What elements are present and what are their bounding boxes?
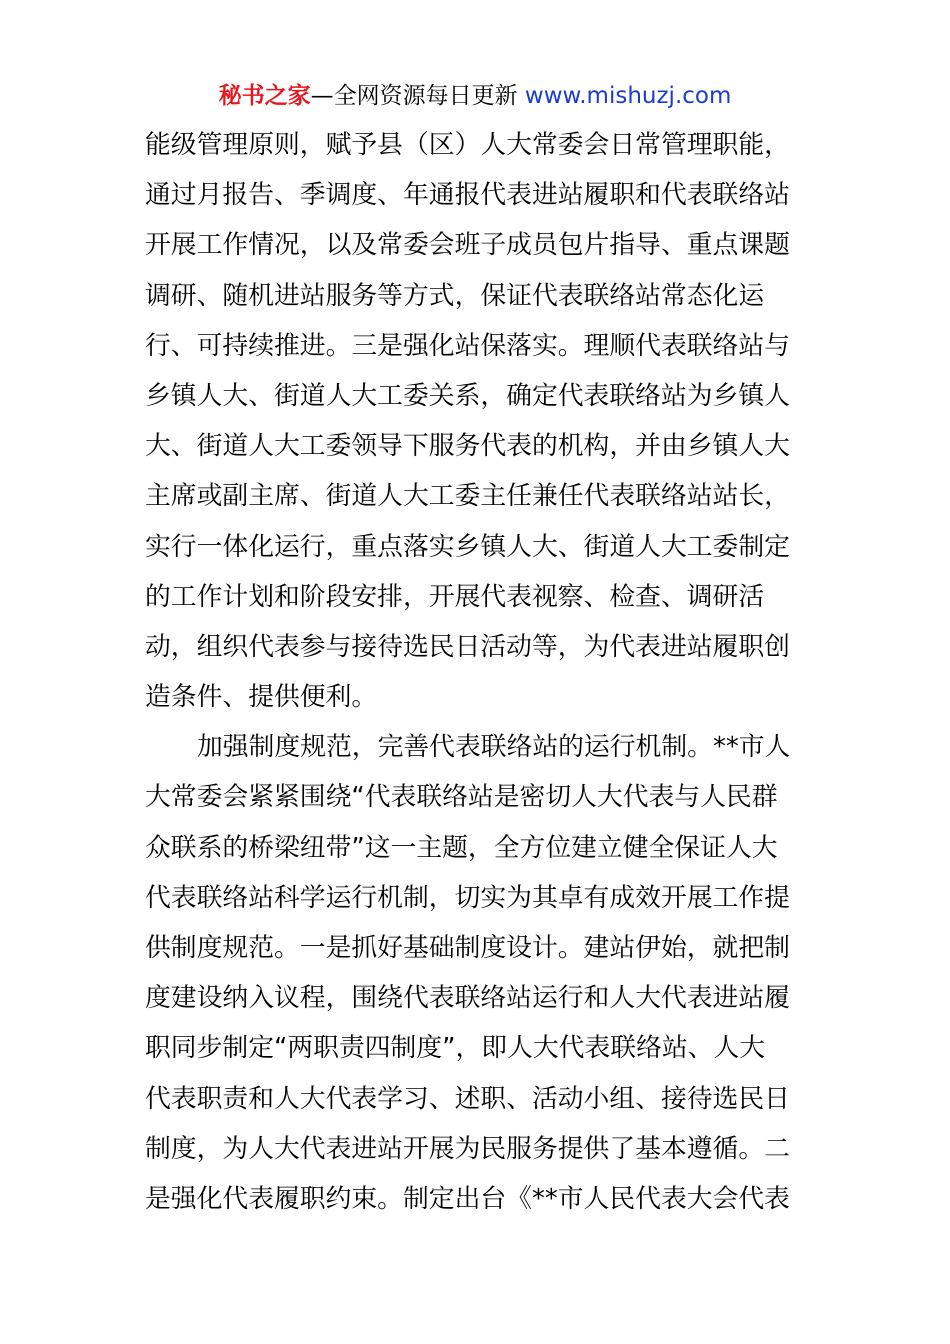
text-line: 是强化代表履职约束。制定出台《**市人民代表大会代表 (145, 1183, 790, 1214)
text-line: 乡镇人大、街道人大工委关系，确定代表联络站为乡镇人 (145, 380, 790, 411)
text-line: 能级管理原则，赋予县（区）人大常委会日常管理职能， (145, 130, 790, 160)
text-line: 度建设纳入议程，围绕代表联络站运行和人大代表进站履 (145, 983, 790, 1014)
text-line: 行、可持续推进。三是强化站保落实。理顺代表联络站与 (145, 330, 790, 361)
site-tagline: —全网资源每日更新 (310, 83, 525, 109)
site-header (0, 78, 950, 114)
document-body (145, 120, 809, 1224)
text-line: 动，组织代表参与接待选民日活动等，为代表进站履职创 (145, 631, 790, 662)
text-line: 主席或副主席、街道人大工委主任兼任代表联络站站长， (145, 481, 790, 512)
text-line: 实行一体化运行，重点落实乡镇人大、街道人大工委制定 (145, 531, 790, 562)
site-brand: 秘书之家 (218, 83, 311, 109)
text-line: 制度，为人大代表进站开展为民服务提供了基本遵循。二 (145, 1133, 790, 1164)
text-line: 职同步制定“两职责四制度”，即人大代表联络站、人大 (145, 1033, 766, 1064)
text-line: 开展工作情况，以及常委会班子成员包片指导、重点课题 (145, 230, 790, 261)
text-line: 的工作计划和阶段安排，开展代表视察、检查、调研活 (145, 581, 765, 612)
text-line: 代表职责和人大代表学习、述职、活动小组、接待选民日 (145, 1083, 790, 1114)
text-line: 代表联络站科学运行机制，切实为其卓有成效开展工作提 (145, 882, 790, 913)
text-line: 众联系的桥梁纽带”这一主题，全方位建立健全保证人大 (145, 832, 778, 863)
site-url-link[interactable]: www.mishuzj.com (524, 83, 732, 109)
paragraph-first-line: 加强制度规范，完善代表联络站的运行机制。**市人 (197, 732, 791, 763)
text-line: 造条件、提供便利。 (145, 682, 378, 713)
text-line: 大常委会紧紧围绕“代表联络站是密切人大代表与人民群 (145, 782, 778, 813)
text-line: 大、街道人大工委领导下服务代表的机构，并由乡镇人大 (145, 431, 790, 462)
text-line: 供制度规范。一是抓好基础制度设计。建站伊始，就把制 (145, 933, 790, 963)
text-line: 通过月报告、季调度、年通报代表进站履职和代表联络站 (145, 180, 790, 211)
text-line: 调研、随机进站服务等方式，保证代表联络站常态化运 (145, 280, 765, 311)
